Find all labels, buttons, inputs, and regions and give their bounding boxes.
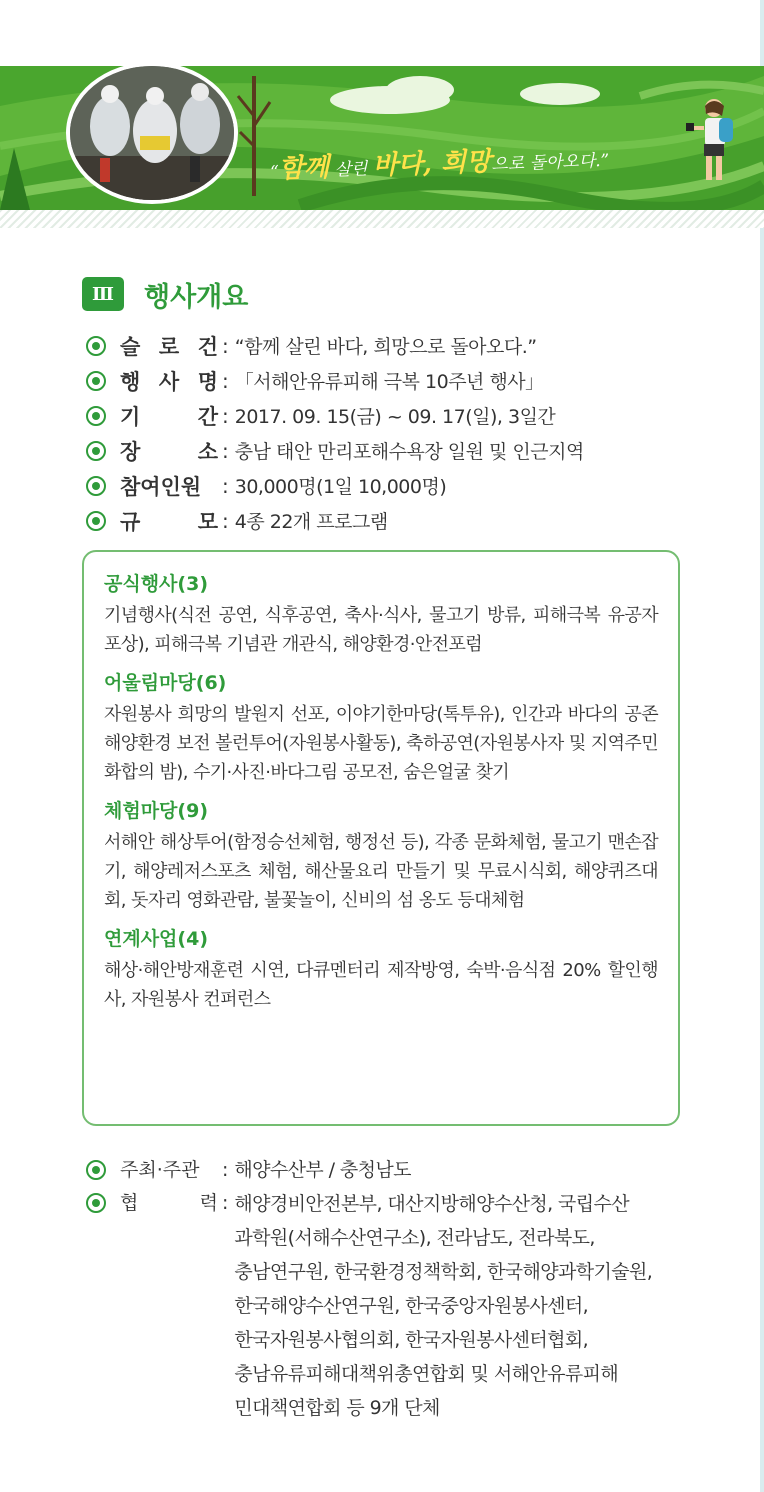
target-bullet-icon (86, 406, 106, 426)
cooperation-label: 협 력 (120, 1192, 218, 1214)
target-bullet-icon (86, 511, 106, 531)
summary-value: 2017. 09. 15(금) ~ 09. 17(일), 3일간 (234, 406, 556, 428)
summary-row-event-name: 행 사 명 : 「서해안유류피해 극복 10주년 행사」 (86, 363, 726, 398)
summary-value: 30,000명(1일 10,000명) (234, 476, 447, 498)
organizer-info (86, 1154, 706, 1425)
program-description: 자원봉사 희망의 발원지 선포, 이야기한마당(톡투유), 인간과 바다의 공존해양환경 보전 볼런투어(자원봉사활동), 축하공연(자원봉사자 및 지역주민 화합의 밤), 수기·사진·바다그림 공모전, 숨은얼굴 찾기 (104, 704, 658, 783)
summary-value: 「서해안유류피해 극복 10주년 행사」 (234, 371, 544, 393)
section-heading: 행사개요 (144, 281, 249, 313)
program-experience (104, 795, 658, 915)
summary-row-period: 기 간 : 2017. 09. 15(금) ~ 09. 17(일), 3일간 (86, 398, 726, 433)
summary-value: “함께 살린 바다, 희망으로 돌아오다.” (234, 336, 537, 358)
host-row: 주최·주관 : 해양수산부 / 충청남도 (86, 1154, 706, 1187)
slogan-word-saved: 살린 (328, 159, 374, 181)
summary-row-scale: 규 모 : 4종 22개 프로그램 (86, 503, 726, 538)
target-bullet-icon (86, 1160, 106, 1180)
program-title: 공식행사(3) (104, 573, 209, 595)
cooperation-line: 민대책연합회 등 9개 단체 (234, 1397, 440, 1419)
event-summary-list (86, 328, 726, 538)
summary-value: 4종 22개 프로그램 (234, 511, 388, 533)
summary-label: 장 소 (120, 439, 218, 464)
summary-label: 행 사 명 (120, 369, 218, 394)
summary-row-venue: 장 소 : 충남 태안 만리포해수욕장 일원 및 인근지역 (86, 433, 726, 468)
program-description: 기념행사(식전 공연, 식후공연, 축사·식사, 물고기 방류, 피해극복 유공자 포상), 피해극복 기념관 개관식, 해양환경·안전포럼 (104, 605, 658, 655)
target-bullet-icon (86, 1193, 106, 1213)
cooperation-line: 충남연구원, 한국환경정책학회, 한국해양과학기술원, (234, 1261, 653, 1283)
program-linked (104, 923, 658, 1014)
summary-row-participants: 참여인원 : 30,000명(1일 10,000명) (86, 468, 726, 503)
summary-row-slogan: 슬 로 건 : “함께 살린 바다, 희망으로 돌아오다.” (86, 328, 726, 363)
cooperation-line: 한국해양수산연구원, 한국중앙자원봉사센터, (234, 1295, 589, 1317)
slogan-quote-open: “ (269, 162, 280, 183)
target-bullet-icon (86, 336, 106, 356)
cooperation-line: 해양경비안전본부, 대산지방해양수산청, 국립수산 (234, 1193, 629, 1215)
program-box (82, 550, 680, 1126)
cooperation-list (234, 1187, 652, 1425)
program-description: 서해안 해상투어(함정승선체험, 행정선 등), 각종 문화체험, 물고기 맨손잡기, 해양레저스포츠 체험, 해산물요리 만들기 및 무료시식회, 해양퀴즈대회, 돗자리 영화관람, 불꽃놀이, 신비의 섬 옹도 등대체험 (104, 832, 658, 911)
slogan-word-hope: 희망 (431, 146, 492, 179)
banner-stripe-divider (0, 210, 764, 228)
hiker-girl-illustration (686, 96, 746, 186)
cooperation-line: 충남유류피해대책위총연합회 및 서해안유류피해 (234, 1363, 619, 1385)
cooperation-line: 한국자원봉사협의회, 한국자원봉사센터협회, (234, 1329, 589, 1351)
target-bullet-icon (86, 371, 106, 391)
section-title (82, 274, 248, 314)
section-number-badge: Ⅲ (82, 277, 124, 311)
program-title: 체험마당(9) (104, 800, 209, 822)
host-label: 주최·주관 (120, 1159, 200, 1181)
summary-value: 충남 태안 만리포해수욕장 일원 및 인근지역 (234, 441, 584, 463)
program-title: 어울림마당(6) (104, 672, 227, 694)
slogan-word-sea: 바다, (372, 148, 433, 182)
slogan-word-together: 함께 (278, 152, 330, 185)
host-value: 해양수산부 / 충청남도 (234, 1159, 411, 1181)
program-description: 해상·해안방재훈련 시연, 다큐멘터리 제작방영, 숙박·음식점 20% 할인행사, 자원봉사 컨퍼런스 (104, 960, 658, 1010)
summary-label: 기 간 (120, 404, 218, 429)
summary-label: 참여인원 (120, 474, 202, 499)
summary-label: 규 모 (120, 509, 218, 534)
cooperation-row: 협 력 : 해양경비안전본부, 대산지방해양수산청, 국립수산 과학원(서해수산연구소), 전라남도, 전라북도, 충남연구원, 한국환경정책학회, 한국해양과학기술원, 한국해양수산연구원, 한국중앙자원봉사센터, 한국자원봉사협의회, 한국자원봉사센터협회, 충남유류피해대책위총연합회 및 서해안유류피해 민대책연합회 등 9개 단체 (86, 1187, 706, 1425)
program-title: 연계사업(4) (104, 928, 209, 950)
volunteers-cleanup-photo (66, 62, 238, 204)
target-bullet-icon (86, 441, 106, 461)
target-bullet-icon (86, 476, 106, 496)
summary-label: 슬 로 건 (120, 334, 218, 359)
slogan-word-return: 으로 돌아오다.” (490, 150, 610, 175)
program-harmony (104, 667, 658, 787)
program-official (104, 568, 658, 659)
cooperation-line: 과학원(서해수산연구소), 전라남도, 전라북도, (234, 1227, 595, 1249)
